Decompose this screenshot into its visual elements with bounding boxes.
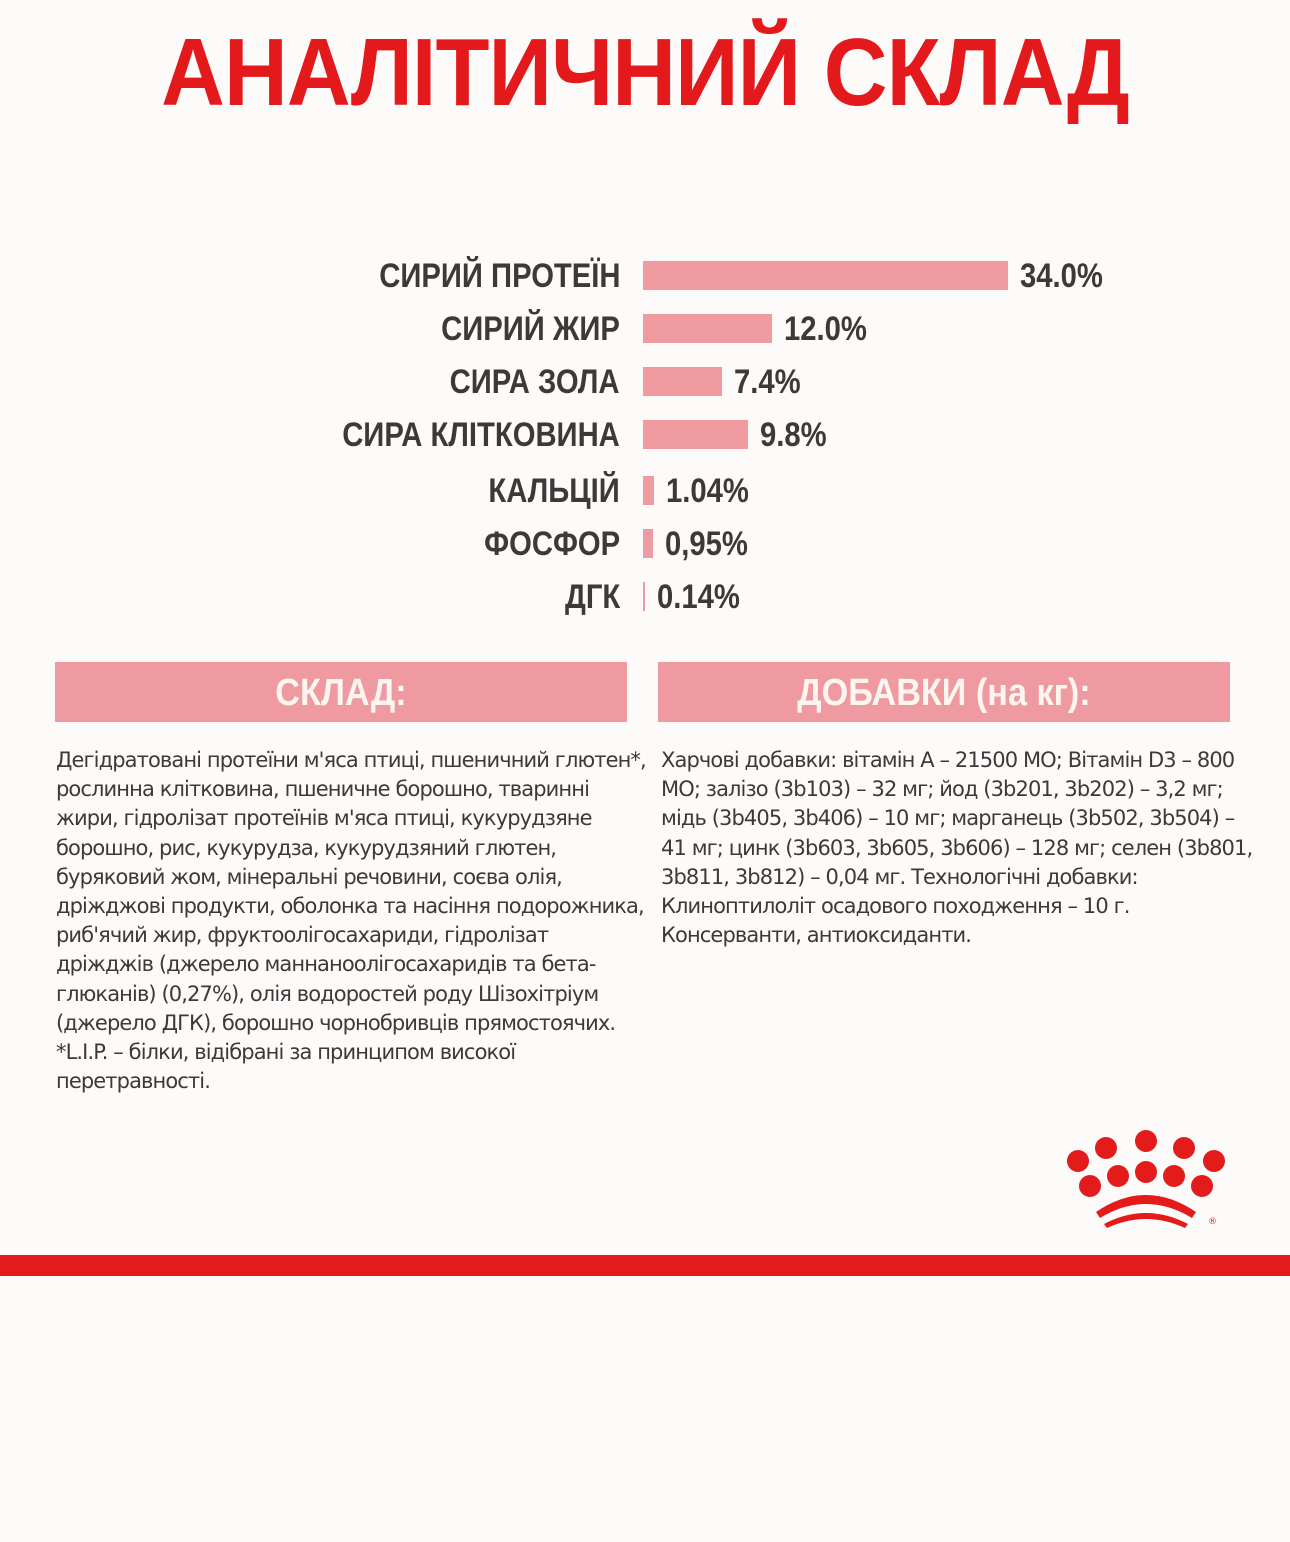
additives-text-line: Консерванти, антиоксиданти. <box>661 923 972 948</box>
additives-text-line: мідь (3b405, 3b406) – 10 мг; марганець (3b502, 3b504) – <box>661 806 1235 831</box>
analysis-bar-chart <box>0 250 1290 630</box>
page-title: АНАЛІТИЧНИЙ СКЛАД <box>161 19 1129 126</box>
bar-label: СИРИЙ ПРОТЕЇН <box>378 257 620 295</box>
bar-value-label: 9.8% <box>760 416 827 454</box>
registered-mark: ® <box>1208 1217 1217 1227</box>
bar <box>643 582 645 611</box>
bar-value-label: 0.14% <box>657 578 740 616</box>
additives-text-line: Клиноптилоліт осадового походження – 10 г. <box>661 894 1130 919</box>
bar <box>643 529 653 558</box>
bar-value-label: 7.4% <box>734 363 802 401</box>
crown-arc-lower <box>1104 1213 1188 1228</box>
composition-header <box>55 662 627 722</box>
crown-dot <box>1135 1130 1157 1152</box>
composition-text-line: глюканів) (0,27%), олія водоростей роду Шізохітріум <box>56 981 599 1006</box>
bar-value-label: 34.0% <box>1020 257 1103 295</box>
bar <box>643 367 722 396</box>
additives-text-line: Харчові добавки: вітамін А – 21500 МО; Вітамін D3 – 800 <box>661 748 1235 772</box>
composition-text-line: (джерело ДГК), борошно чорнобривців прямостоячих. <box>56 1010 616 1035</box>
additives-text-line: МО; залізо (3b103) – 32 мг; йод (3b201, 3b202) – 3,2 мг; <box>661 777 1223 802</box>
additives-text-line: 3b811, 3b812) – 0,04 мг. Технологічні добавки: <box>661 864 1138 889</box>
bar <box>643 314 772 343</box>
crown-dot <box>1135 1161 1157 1183</box>
composition-text-line: буряковий жом, мінеральні речовини, соєва олія, <box>56 864 562 889</box>
composition-text-line: рослинна клітковина, пшеничне борошно, тваринні <box>56 777 590 802</box>
bar-label: ФОСФОР <box>483 525 620 563</box>
additives-text-line: 41 мг; цинк (3b603, 3b605, 3b606) – 128 мг; селен (3b801, <box>661 835 1253 860</box>
crown-dot <box>1067 1150 1089 1172</box>
crown-dot <box>1163 1165 1185 1187</box>
chart-row <box>0 465 1290 518</box>
royal-canin-crown-icon <box>1058 1128 1234 1228</box>
composition-text-line: дріжджів (джерело маннаноолігосахаридів та бета- <box>56 952 596 977</box>
composition-text-line: борошно, рис, кукурудза, кукурудзяний глютен, <box>56 835 557 860</box>
chart-row <box>0 303 1290 356</box>
crown-dot <box>1107 1165 1129 1187</box>
composition-text <box>56 746 646 1096</box>
composition-text-line: жири, гідролізат протеїнів м'яса птиці, кукурудзяне <box>56 806 592 831</box>
chart-row <box>0 571 1290 624</box>
additives-title: ДОБАВКИ (на кг): <box>797 672 1091 714</box>
composition-text-line: *L.I.P. – білки, відібрані за принципом високої <box>56 1040 516 1065</box>
chart-row <box>0 409 1290 462</box>
bar-label: СИРА ЗОЛА <box>450 363 620 401</box>
bar-label: КАЛЬЦІЙ <box>488 472 620 510</box>
chart-row <box>0 250 1290 303</box>
composition-text-line: дріжджові продукти, оболонка та насіння подорожника, <box>56 894 644 919</box>
additives-header <box>658 662 1230 722</box>
additives-text <box>661 746 1253 950</box>
chart-row <box>0 518 1290 571</box>
bar <box>643 476 654 505</box>
crown-dot <box>1191 1175 1213 1197</box>
bar-value-label: 1.04% <box>666 472 750 510</box>
bar-value-label: 12.0% <box>783 310 867 348</box>
composition-text-line: перетравності. <box>56 1069 210 1094</box>
bar-label: СИРИЙ ЖИР <box>441 310 620 348</box>
bar-label: ДГК <box>564 578 620 616</box>
bar-label: СИРА КЛІТКОВИНА <box>342 416 620 454</box>
crown-dot <box>1173 1137 1195 1159</box>
footer-red-band <box>0 1255 1290 1276</box>
chart-row <box>0 356 1290 409</box>
crown-dot <box>1203 1150 1225 1172</box>
bar-value-label: 0,95% <box>665 525 749 563</box>
composition-title: СКЛАД: <box>275 672 407 714</box>
bar <box>643 420 748 449</box>
bar <box>643 261 1008 290</box>
composition-text-line: Дегідратовані протеїни м'яса птиці, пшеничний глютен*, <box>56 748 646 772</box>
composition-text-line: риб'ячий жир, фруктоолігосахариди, гідролізат <box>56 923 549 948</box>
crown-dot <box>1079 1175 1101 1197</box>
crown-dot <box>1095 1137 1117 1159</box>
